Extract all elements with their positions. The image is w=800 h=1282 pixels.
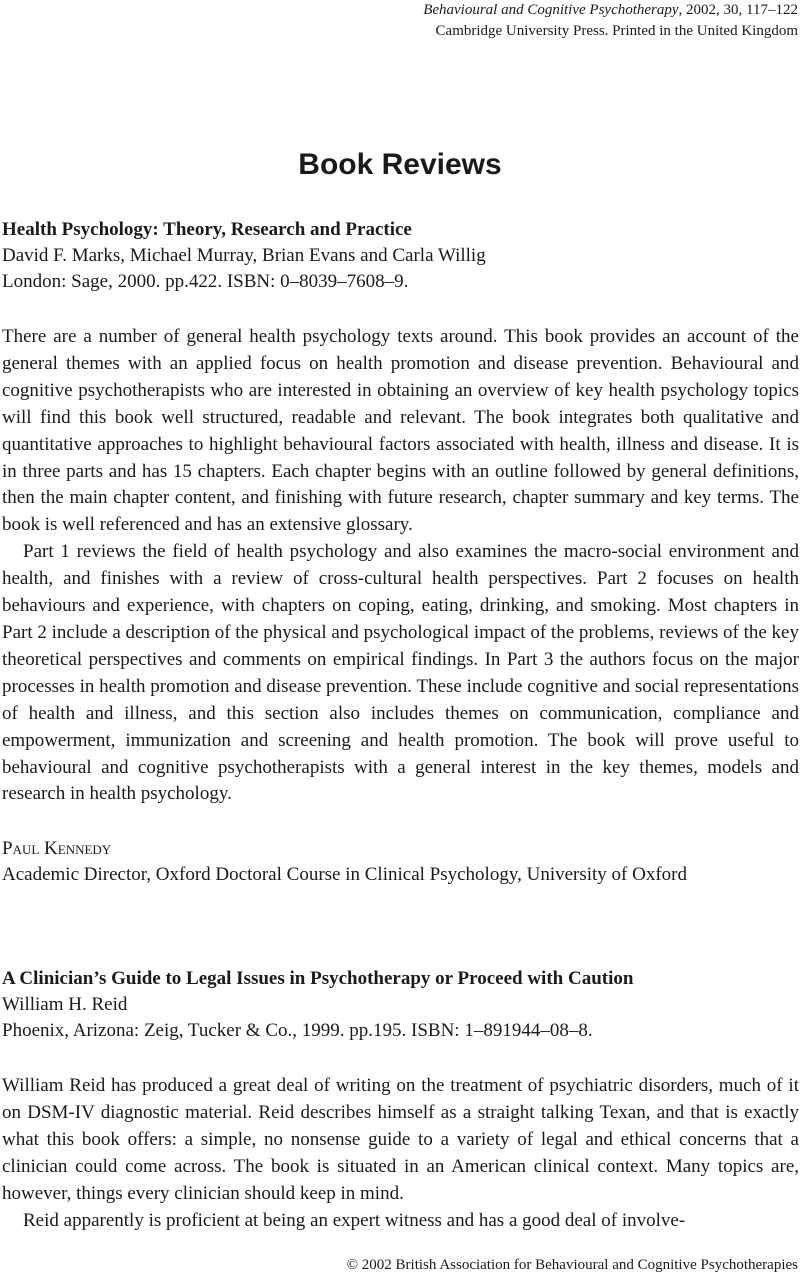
journal-name: Behavioural and Cognitive Psychotherapy [423, 2, 679, 18]
review-health-psychology [2, 216, 799, 888]
page-title: Book Reviews [298, 148, 502, 182]
book-publication: Phoenix, Arizona: Zeig, Tucker & Co., 1999. pp.195. ISBN: 1–891944–08–8. [2, 1020, 593, 1041]
review-paragraph: There are a number of general health psychology texts around. This book provides an account of the general themes with an applied focus on health promotion and disease prevention. Behavioural and cognitive psychotherapists who are interested in obtaining an overview of key health psychology topics will find this book well structured, readable and relevant. The book integrates both qualitative and quantitative approaches to highlight behavioural factors associated with health, illness and disease. It is in three parts and has 15 chapters. Each chapter begins with an outline followed by general definitions, then the main chapter content, and finishing with future research, chapter summary and key terms. The book is well referenced and has an extensive glossary. [2, 326, 799, 536]
copyright-footer: © 2002 British Association for Behavioural and Cognitive Psychotherapies [346, 1257, 798, 1273]
book-authors: William H. Reid [2, 994, 128, 1015]
journal-header [423, 0, 798, 42]
reviewer-affiliation: Academic Director, Oxford Doctoral Course in Clinical Psychology, University of Oxford [2, 864, 688, 886]
review-legal-issues [2, 965, 799, 1234]
review-paragraph: William Reid has produced a great deal of writing on the treatment of psychiatric disorders, much of it on DSM-IV diagnostic material. Reid describes himself as a straight talking Texan, and that is exactly what this book offers: a simple, no nonsense guide to a variety of legal and ethical concerns that a clinician could come across. The book is situated in an American clinical context. Many topics are, however, things every clinician should keep in mind. [2, 1075, 799, 1204]
book-title: Health Psychology: Theory, Research and Practice [2, 219, 412, 240]
book-publication: London: Sage, 2000. pp.422. ISBN: 0–8039–7608–9. [2, 271, 409, 292]
book-authors: David F. Marks, Michael Murray, Brian Evans and Carla Willig [2, 245, 486, 266]
review-paragraph: Part 1 reviews the field of health psychology and also examines the macro-social environment and health, and finishes with a review of cross-cultural health perspectives. Part 2 focuses on health behaviours and experience, with chapters on coping, eating, drinking, and smoking. Most chapters in Part 2 include a description of the physical and psychological impact of the problems, reviews of the key theoretical perspectives and comments on empirical findings. In Part 3 the authors focus on the major processes in health promotion and disease prevention. These include cognitive and social representations of health and illness, and this section also includes themes on communication, compliance and empowerment, immunization and screening and health promotion. The book will prove useful to behavioural and cognitive psychotherapists with a general interest in the key themes, models and research in health psychology. [2, 541, 799, 805]
reviewer-name: Paul Kennedy [2, 838, 112, 860]
journal-citation [423, 0, 798, 21]
review-body [2, 1073, 799, 1234]
review-paragraph: Reid apparently is proficient at being an expert witness and has a good deal of involve- [23, 1209, 686, 1231]
review-body [2, 324, 799, 808]
citation-details: , 2002, 30, 117–122 [678, 2, 798, 18]
book-title: A Clinician’s Guide to Legal Issues in Psychotherapy or Proceed with Caution [2, 968, 634, 989]
publisher-line: Cambridge University Press. Printed in the United Kingdom [435, 23, 798, 39]
